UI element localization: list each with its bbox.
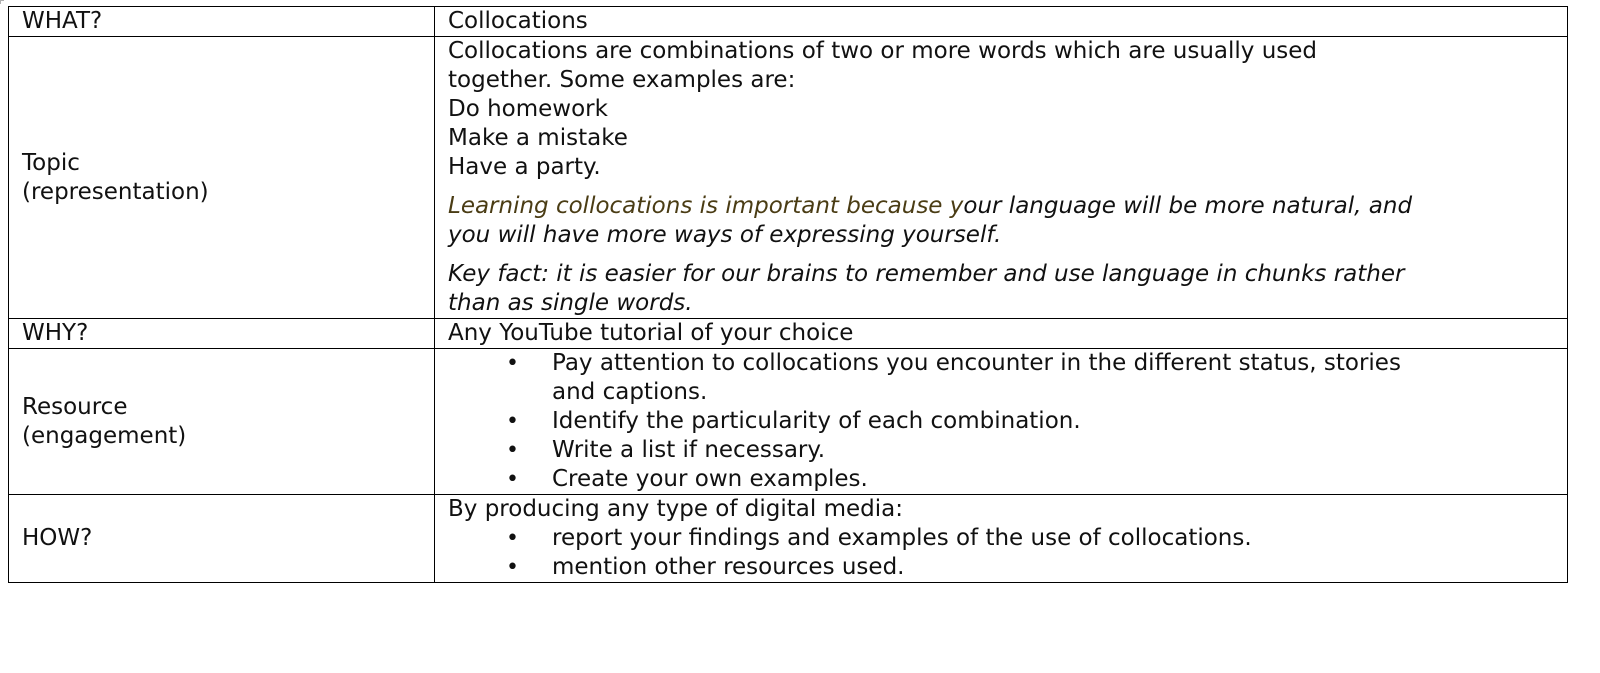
label-subtext: (engagement) xyxy=(22,422,187,449)
importance-prefix: Learning collocations is important because y xyxy=(448,193,964,219)
label-text: WHAT? xyxy=(22,8,103,34)
example-line: Make a mistake xyxy=(448,125,628,151)
label-subtext: (representation) xyxy=(22,178,209,205)
lesson-plan-table xyxy=(8,6,1568,583)
definition-line: Collocations are combinations of two or more words which are usually used xyxy=(448,38,1318,64)
bullet-text: • Identify the particularity of each combination. xyxy=(552,408,1081,434)
bullet-text: • Create your own examples. xyxy=(552,466,868,492)
row-label-why xyxy=(9,319,435,349)
bullet-text: • Write a list if necessary. xyxy=(552,437,826,463)
content-title: Collocations xyxy=(448,8,588,34)
table-row-why xyxy=(9,319,1568,349)
definition-line: together. Some examples are: xyxy=(448,67,796,93)
row-content-topic xyxy=(435,37,1568,319)
corner-mark xyxy=(0,0,4,4)
importance-rest: our language will be more natural, and xyxy=(963,193,1413,219)
row-label-topic xyxy=(9,37,435,319)
row-content-what xyxy=(435,7,1568,37)
label-text: HOW? xyxy=(22,525,93,551)
how-bullet-list xyxy=(448,524,1567,582)
bullet-text: • Pay attention to collocations you encounter in the different status, stories xyxy=(552,350,1401,376)
row-content-how xyxy=(435,495,1568,583)
table-row-what xyxy=(9,7,1568,37)
bullet-item xyxy=(448,465,1567,494)
label-text: Resource xyxy=(22,393,128,420)
importance-line: you will have more ways of expressing yourself. xyxy=(448,222,1002,248)
table-row-resource xyxy=(9,349,1568,495)
example-line: Have a party. xyxy=(448,154,601,180)
example-line: Do homework xyxy=(448,96,608,122)
row-label-resource xyxy=(9,349,435,495)
bullet-item xyxy=(448,553,1567,582)
label-text: Topic xyxy=(22,149,80,176)
row-label-how xyxy=(9,495,435,583)
how-intro: By producing any type of digital media: xyxy=(448,496,903,522)
engagement-bullet-list xyxy=(448,349,1567,494)
bullet-text: • report your findings and examples of the use of collocations. xyxy=(552,525,1252,551)
row-label-what xyxy=(9,7,435,37)
row-content-resource xyxy=(435,349,1568,495)
key-fact-line: Key fact: it is easier for our brains to remember and use language in chunks rather xyxy=(448,261,1405,287)
bullet-item xyxy=(448,436,1567,465)
row-content-why xyxy=(435,319,1568,349)
bullet-item xyxy=(448,407,1567,436)
bullet-text: and captions. xyxy=(552,379,708,405)
table-row-topic xyxy=(9,37,1568,319)
bullet-item xyxy=(448,524,1567,553)
key-fact-line: than as single words. xyxy=(448,290,693,316)
bullet-item xyxy=(448,349,1567,407)
importance-paragraph xyxy=(448,192,1567,250)
key-fact-paragraph xyxy=(448,260,1567,318)
bullet-text: • mention other resources used. xyxy=(552,554,905,580)
table-row-how xyxy=(9,495,1568,583)
label-text: WHY? xyxy=(22,320,89,346)
content-title: Any YouTube tutorial of your choice xyxy=(448,320,854,346)
